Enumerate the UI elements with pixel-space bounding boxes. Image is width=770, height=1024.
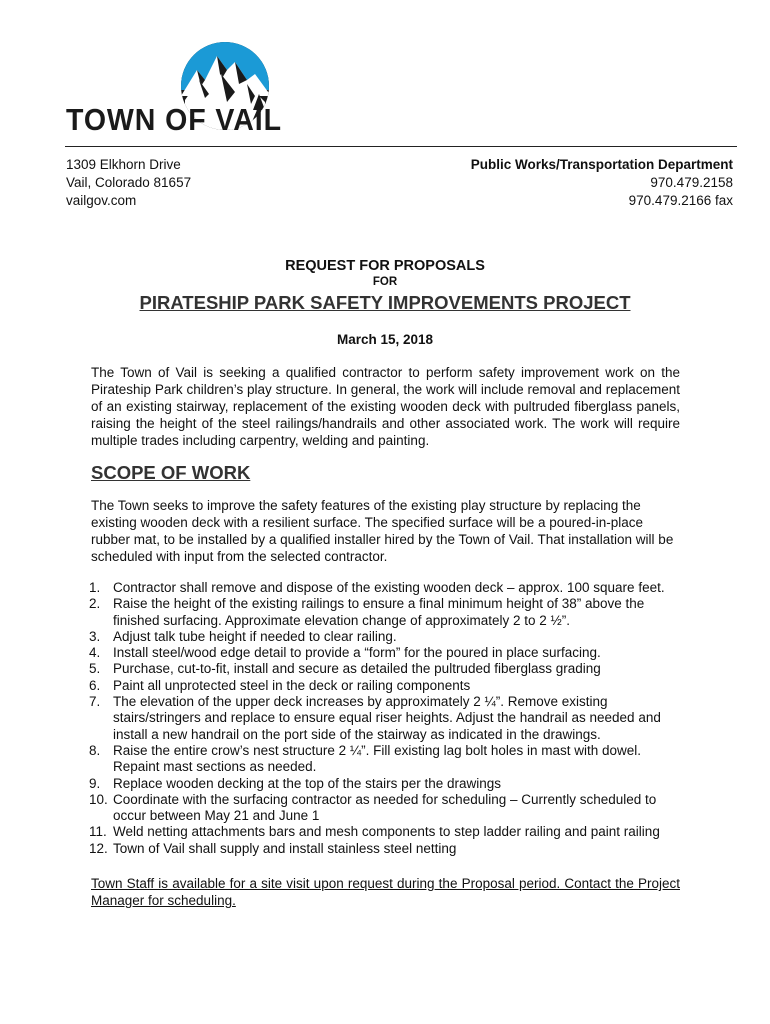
- scope-heading: SCOPE OF WORK: [91, 462, 251, 483]
- list-number: 7.: [89, 694, 101, 710]
- list-number: 11.: [89, 824, 107, 840]
- department-name: Public Works/Transportation Department: [470, 157, 733, 172]
- website-link[interactable]: vailgov.com: [66, 193, 137, 208]
- list-number: 4.: [89, 645, 101, 661]
- list-text: Raise the entire crow’s nest structure 2 ¼”. Fill existing lag bolt holes in mast with dowel. Repaint mast sections as needed.: [113, 742, 641, 775]
- scope-list: [89, 580, 689, 857]
- project-title: PIRATESHIP PARK SAFETY IMPROVEMENTS PROJECT: [139, 292, 631, 313]
- list-number: 2.: [89, 596, 101, 612]
- fax-number: 970.479.2166 fax: [628, 193, 733, 208]
- list-text: Paint all unprotected steel in the deck or railing components: [113, 677, 471, 693]
- scope-paragraph: The Town seeks to improve the safety features of the existing play structure by replacing the existing wooden deck with a resilient surface. The specified surface will be a poured-in-place rubber mat, to be installed by a qualified installer hired by the Town of Vail. That installation will be scheduled with input from the selected contractor.: [91, 498, 674, 564]
- list-item: [89, 694, 689, 743]
- for-label: FOR: [372, 276, 398, 288]
- list-number: 8.: [89, 742, 101, 758]
- list-item: [89, 596, 689, 629]
- list-item: [89, 743, 689, 776]
- list-number: 12.: [89, 840, 108, 856]
- list-item: [89, 776, 689, 792]
- list-number: 10.: [89, 791, 108, 807]
- list-text: Install steel/wood edge detail to provide a “form” for the poured in place surfacing.: [113, 645, 601, 661]
- address-line: 1309 Elkhorn Drive: [66, 157, 181, 172]
- list-text: Replace wooden decking at the top of the stairs per the drawings: [113, 775, 501, 791]
- intro-paragraph: The Town of Vail is seeking a qualified contractor to perform safety improvement work on the Pirateship Park children’s play structure. In general, the work will include removal and replacement of an existing stairway, replacement of the existing wooden deck with pultruded fiberglass panels, raising the height of the steel railings/handrails and other associated work. The work will require multiple trades including carpentry, welding and painting.: [91, 365, 680, 448]
- address-line: Vail, Colorado 81657: [66, 175, 192, 190]
- list-number: 5.: [89, 661, 101, 677]
- list-item: [89, 792, 689, 825]
- list-text: Raise the height of the existing railings to ensure a final minimum height of 38” above the finished surfacing. Approximate elevation change of approximately 2 to 2 ½”.: [113, 596, 645, 628]
- list-text: The elevation of the upper deck increases by approximately 2 ¼”. Remove existing stairs/stringers and replace to ensure equal riser heights. Adjust the handrail as needed and install a new handrail on the port side of the stairway as indicated in the drawings.: [113, 694, 661, 742]
- list-item: [89, 824, 689, 840]
- list-text: Contractor shall remove and dispose of the existing wooden deck – approx. 100 square feet.: [113, 580, 665, 595]
- list-item: [89, 661, 689, 677]
- header-divider: [65, 146, 737, 147]
- list-text: Town of Vail shall supply and install stainless steel netting: [113, 840, 457, 856]
- list-item: [89, 629, 689, 645]
- address-block: [66, 156, 191, 210]
- rfp-heading: REQUEST FOR PROPOSALS: [285, 258, 485, 274]
- phone-number: 970.479.2158: [650, 175, 733, 190]
- site-visit-note: Town Staff is available for a site visit upon request during the Proposal period. Contact the Project Manager for scheduling.: [91, 876, 680, 908]
- department-block: [471, 156, 733, 210]
- list-item: [89, 678, 689, 694]
- list-number: 3.: [89, 628, 101, 644]
- list-text: Coordinate with the surfacing contractor as needed for scheduling – Currently scheduled to occur between May 21 and June 1: [113, 791, 657, 824]
- list-text: Adjust talk tube height if needed to clear railing.: [113, 628, 397, 644]
- town-logo: [66, 40, 282, 140]
- list-item: [89, 841, 689, 857]
- logo-wordmark: TOWN OF VAIL: [66, 102, 282, 137]
- list-item: [89, 645, 689, 661]
- list-item: [89, 580, 689, 596]
- list-number: 1.: [89, 580, 101, 595]
- list-text: Purchase, cut-to-fit, install and secure as detailed the pultruded fiberglass grading: [113, 661, 601, 677]
- list-text: Weld netting attachments bars and mesh components to step ladder railing and paint railing: [113, 824, 660, 840]
- list-number: 6.: [89, 677, 101, 693]
- list-number: 9.: [89, 775, 101, 791]
- document-date: March 15, 2018: [336, 332, 434, 347]
